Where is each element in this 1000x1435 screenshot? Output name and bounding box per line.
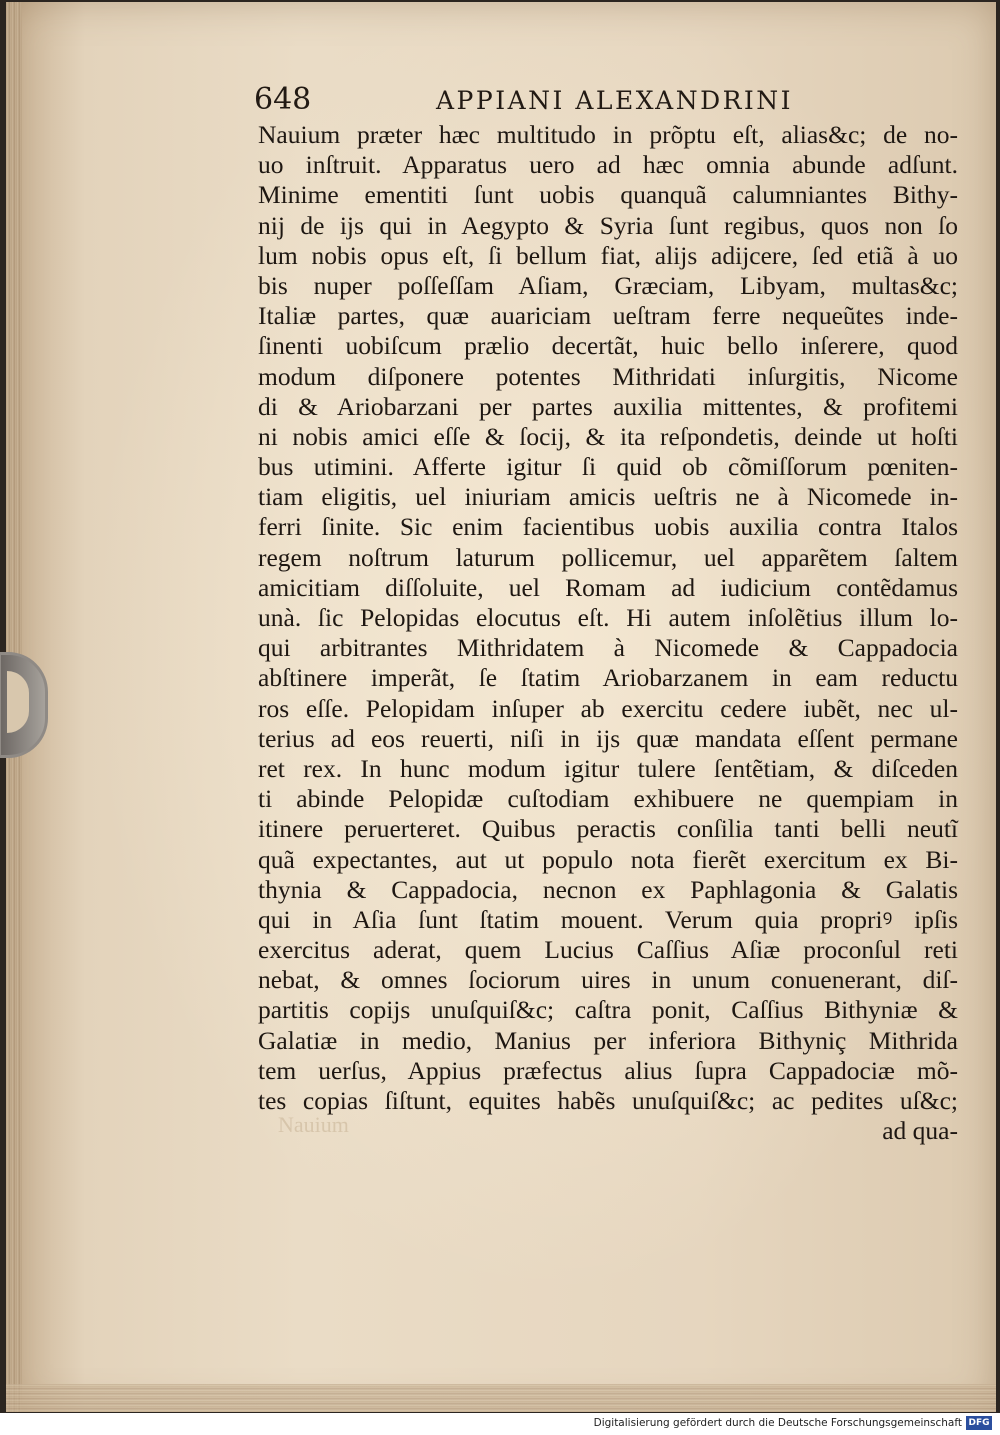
text-line: ti abinde Pelopidæ cuſtodiam exhibuere ne quempiam in: [258, 784, 958, 814]
text-line: amicitiam diſſoluite, uel Romam ad iudicium contẽdamus: [258, 572, 958, 602]
text-line: Italiæ partes, quæ auariciam ueſtram ferre nequeũtes inde-: [258, 301, 958, 331]
text-line: lum nobis opus eſt, ſi bellum fiat, alijs adijcere, ſed etiã à uo: [258, 240, 958, 270]
text-line: regem noſtrum laturum pollicemur, uel apparẽtem ſaltem: [258, 542, 958, 572]
text-line: terius ad eos reuerti, niſi in ijs quæ mandata eſſent permane: [258, 723, 958, 753]
text-line: tiam eligitis, uel iniuriam amicis ueſtris ne à Nicomede in-: [258, 482, 958, 512]
text-line: abſtinere imperãt, ſe ſtatim Ariobarzanem in eam reductu: [258, 663, 958, 693]
text-line: Galatiæ in medio, Manius per inferiora Bithyniç Mithrida: [258, 1025, 958, 1055]
text-line: ni nobis amici eſſe & ſocij, & ita reſpondetis, deinde ut hoſti: [258, 421, 958, 451]
book-clasp: [0, 652, 48, 758]
text-line: exercitus aderat, quem Lucius Caſſius Aſiæ proconſul reti: [258, 935, 958, 965]
text-line: ros eſſe. Pelopidam inſuper ab exercitu cedere iubẽt, nec ul-: [258, 693, 958, 723]
text-line: qui in Aſia ſunt ſtatim mouent. Verum quia propriꝰ ipſis: [258, 904, 958, 934]
text-line: di & Ariobarzani per partes auxilia mittentes, & profitemi: [258, 391, 958, 421]
text-line: tem uerſus, Appius præfectus alius ſupra Cappadociæ mõ-: [258, 1055, 958, 1085]
text-line: ret rex. In hunc modum igitur tulere ſentẽtiam, & diſceden: [258, 753, 958, 783]
running-head: APPIANI ALEXANDRINI: [436, 86, 794, 115]
bottom-page-edges: [6, 1384, 996, 1412]
catchword: ad qua-: [882, 1116, 958, 1146]
funding-credit: Digitalisierung gefördert durch die Deutsche Forschungsgemeinschaft: [593, 1417, 962, 1429]
text-line: tes copias ſiſtunt, equites habẽs unuſquiſ&c; ac pedites uſ&c;: [258, 1086, 958, 1115]
text-line: itinere peruerteret. Quibus peractis conſilia tanti belli neutĩ: [258, 814, 958, 844]
text-line: nij de ijs qui in Aegypto & Syria ſunt regibus, quos non ſo: [258, 210, 958, 240]
clasp-inner: [7, 671, 29, 733]
page-number: 648: [254, 82, 312, 117]
text-line: bis nuper poſſeſſam Aſiam, Græciam, Libyam, multas&c;: [258, 270, 958, 300]
text-line: ferri ſinite. Sic enim facientibus uobis auxilia contra Italos: [258, 512, 958, 542]
dfg-logo: DFG: [966, 1416, 992, 1430]
text-line: uo inſtruit. Apparatus uero ad hæc omnia abunde adſunt.: [258, 150, 958, 180]
text-line: modum diſponere potentes Mithridati inſurgitis, Nicome: [258, 361, 958, 391]
footer-bar: [0, 1413, 1000, 1435]
text-line: ſinenti uobiſcum prælio decertãt, huic bello inſerere, quod: [258, 331, 958, 361]
text-line: partitis copijs unuſquiſ&c; caſtra ponit, Caſſius Bithyniæ &: [258, 995, 958, 1025]
text-line: nebat, & omnes ſociorum uires in unum conuenerant, diſ-: [258, 965, 958, 995]
text-line: quã expectantes, aut ut populo nota fierẽt exercitum ex Bi-: [258, 844, 958, 874]
text-line: bus utimini. Afferte igitur ſi quid ob cõmiſſorum pœniten-: [258, 452, 958, 482]
page-header: [254, 82, 954, 122]
text-line: thynia & Cappadocia, necnon ex Paphlagonia & Galatis: [258, 874, 958, 904]
body-text: [258, 120, 958, 1146]
text-line: unà. ſic Pelopidas elocutus eſt. Hi autem inſolẽtius illum lo-: [258, 603, 958, 632]
text-line: Nauium præter hæc multitudo in prõptu eſt, alias&c; de no-: [258, 120, 958, 149]
text-line: qui arbitrantes Mithridatem à Nicomede & Cappadocia: [258, 633, 958, 663]
show-through-text: Nauium: [278, 1112, 349, 1137]
book-page: [6, 2, 996, 1412]
text-line: Minime ementiti ſunt uobis quanquã calumniantes Bithy-: [258, 180, 958, 210]
